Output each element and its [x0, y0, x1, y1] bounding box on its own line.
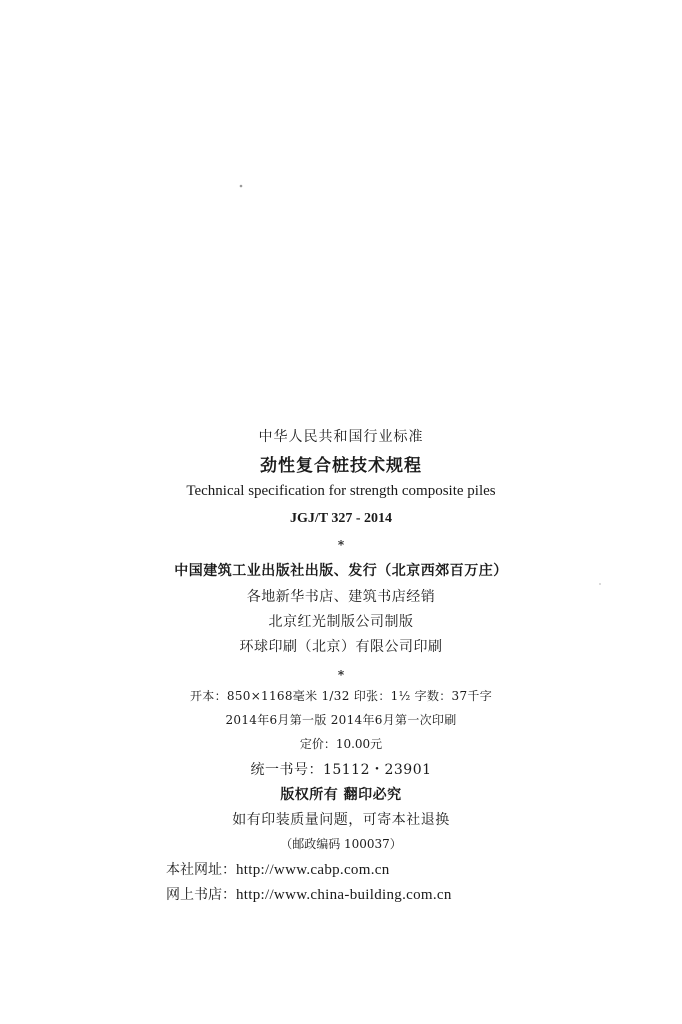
- printer-line: 环球印刷（北京）有限公司印刷: [239, 639, 443, 655]
- postal-code-line: （邮政编码 100037）: [280, 837, 402, 851]
- separator-star: *: [337, 668, 345, 682]
- book-title-en: Technical specification for strength composite piles: [186, 483, 496, 499]
- online-store-url[interactable]: http://www.china-building.com.cn: [236, 887, 452, 903]
- returns-line: 如有印装质量问题，可寄本社退换: [232, 812, 450, 828]
- publisher-line: 中国建筑工业出版社出版、发行（北京西郊百万庄）: [174, 563, 508, 579]
- website-label: 本社网址：: [166, 862, 236, 878]
- standard-code: JGJ/T 327 - 2014: [289, 511, 393, 526]
- standard-series: 中华人民共和国行业标准: [258, 429, 424, 445]
- book-title-cn: 劲性复合桩技术规程: [260, 456, 422, 476]
- edition-line: 2014年6月第一版 2014年6月第一次印刷: [225, 713, 457, 727]
- separator-star: *: [337, 538, 345, 552]
- distribution-line: 各地新华书店、建筑书店经销: [246, 589, 436, 605]
- scan-speck: [599, 583, 601, 585]
- website-url[interactable]: http://www.cabp.com.cn: [236, 862, 390, 878]
- format-line: 开本：850×1168毫米 1/32 印张：1½ 字数：37千字: [189, 689, 493, 703]
- online-store-label: 网上书店：: [166, 887, 236, 903]
- book-number-line: 统一书号：15112・23901: [250, 762, 432, 778]
- rights-line: 版权所有 翻印必究: [280, 787, 402, 803]
- plate-making-line: 北京红光制版公司制版: [268, 614, 414, 630]
- publisher-website-line: [166, 863, 390, 878]
- price-line: 定价：10.00元: [299, 737, 383, 751]
- online-store-line: [166, 888, 452, 903]
- scan-speck: [240, 185, 243, 188]
